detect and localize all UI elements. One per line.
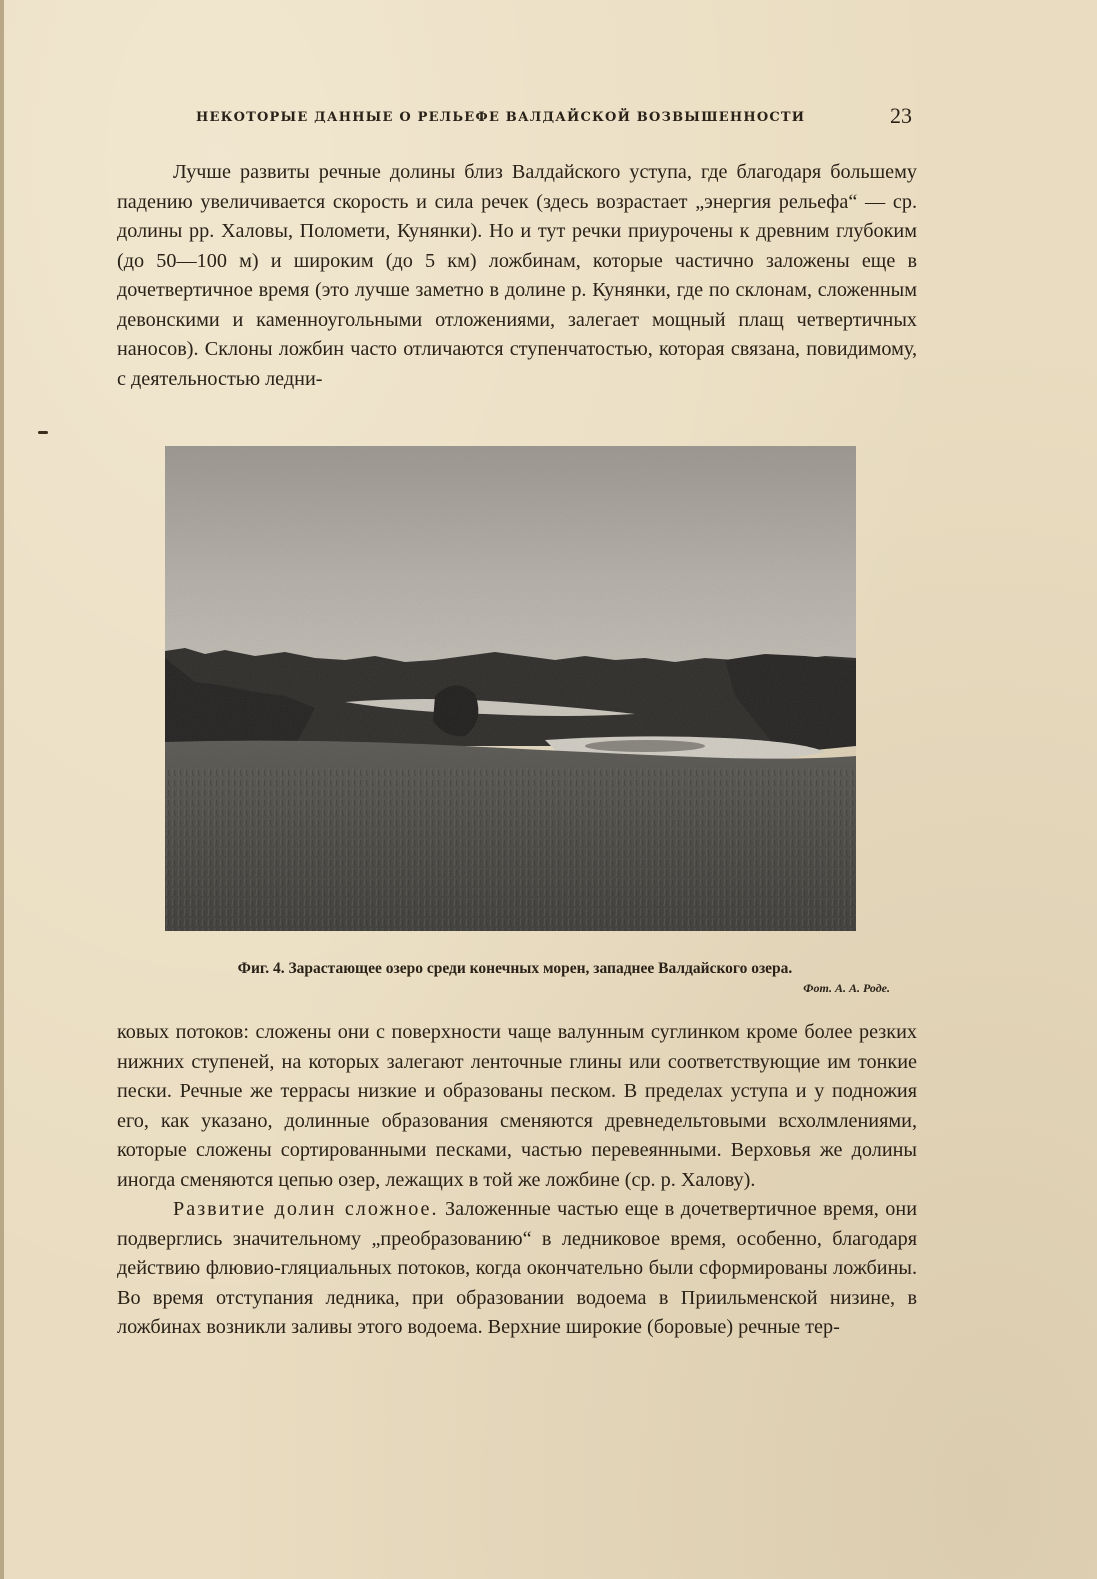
paragraph: Лучше развиты речные долины близ Валдайского уступа, где благодаря большему падению увеличивается скорость и сила речек (здесь возрастает „энергия рельефа“ — ср. долины рр. Халовы, Поломети, Кунянки). Но и тут речки приурочены к древним глубоким (до 50—100 м) и широким (до 5 км) ложбинам, которые частично заложены еще в дочетвертичное время (это лучше заметно в долине р. Кунянки, где по склонам, сложенным девонскими и каменноугольными отложениями, залегает мощный плащ четвертичных наносов). Склоны ложбин часто отличаются ступенчатостью, которая связана, повидимому, с деятельностью ледни-	[117, 161, 917, 390]
figure-caption: Фиг. 4. Зарастающее озеро среди конечных морен, западнее Валдайского озера.	[237, 960, 793, 977]
text-block-top	[117, 158, 917, 394]
figure-photo	[165, 446, 856, 931]
page-number: 23	[890, 103, 912, 128]
paragraph	[117, 1195, 917, 1343]
text-block-bottom	[117, 1018, 917, 1343]
paragraph-rest: Заложенные частью еще в дочетвертичное время, они подверглись значительному „преобразованию“ в ледниковое время, особенно, благодаря действию флювио-гляциальных потоков, когда окончательно были сформированы ложбины. Во время отступания ледника, при образовании водоема в Приильменской низине, в ложбинах возникли заливы этого водоема. Верхние широкие (боровые) речные тер-	[117, 1198, 918, 1338]
paragraph-lead: Развитие долин сложное.	[173, 1198, 439, 1220]
landscape-photo	[165, 446, 856, 931]
film-grain	[165, 446, 856, 931]
ink-speck	[38, 431, 48, 434]
page-edge	[0, 0, 4, 1579]
running-title: НЕКОТОРЫЕ ДАННЫЕ О РЕЛЬЕФЕ ВАЛДАЙСКОЙ ВОЗВЫШЕННОСТИ	[196, 110, 806, 125]
paragraph: ковых потоков: сложены они с поверхности чаще валунным суглинком кроме более резких нижних ступеней, на которых залегают ленточные глины или соответствующие им тонкие пески. Речные же террасы низкие и образованы песком. В пределах уступа и у подножия его, как указано, долинные образования сменяются древнедельтовыми всхолмлениями, которые сложены сортированными песками, частью перевеянными. Верховья же долины иногда сменяются цепью озер, лежащих в той же ложбине (ср. р. Халову).	[117, 1021, 917, 1191]
photo-credit: Фот. А. А. Роде.	[803, 981, 890, 995]
